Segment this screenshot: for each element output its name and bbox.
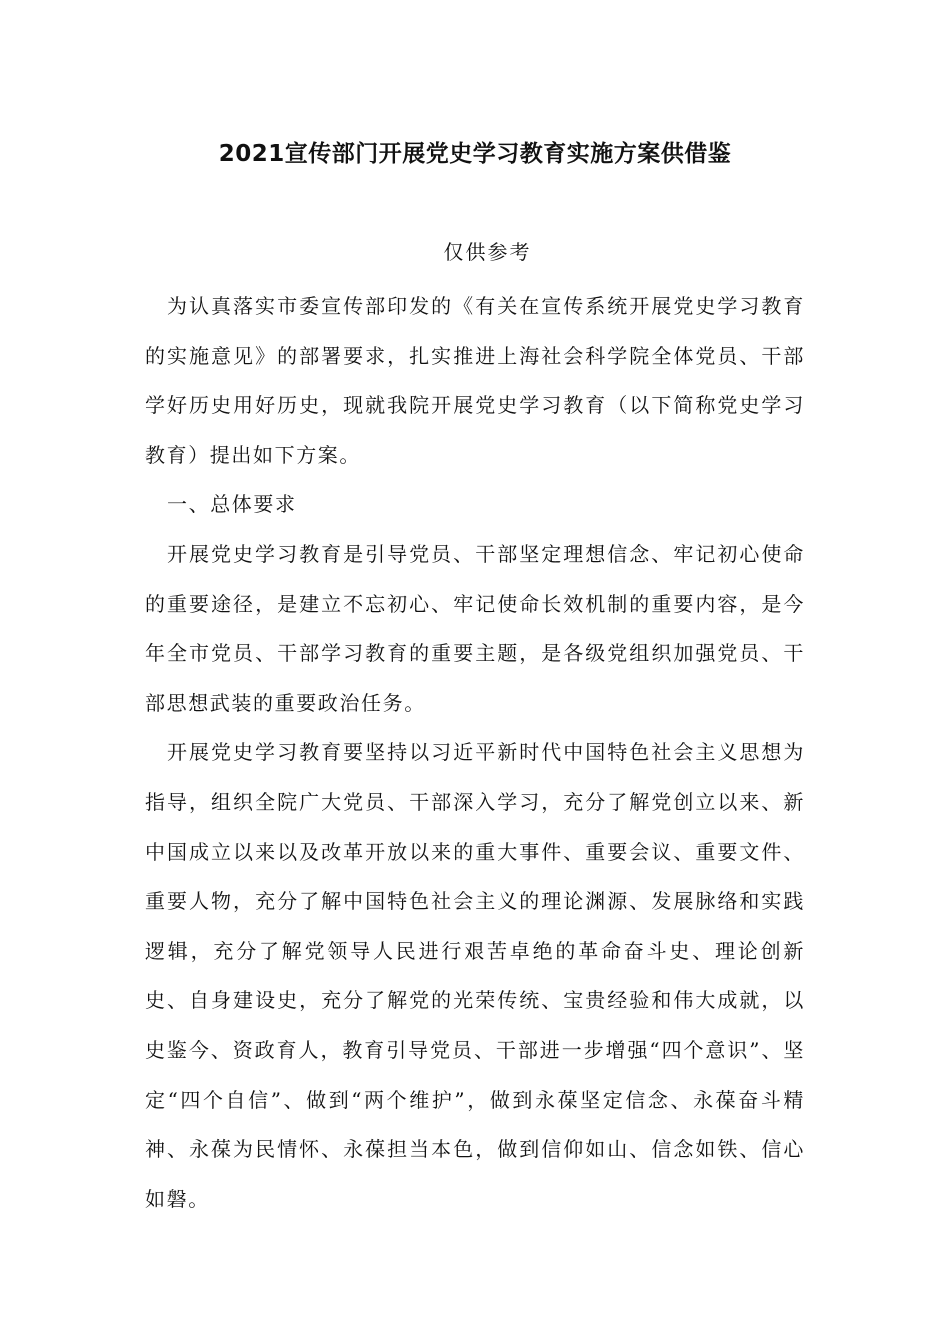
document-body bbox=[145, 282, 805, 1224]
paragraph-guiding-principles: 开展党史学习教育要坚持以习近平新时代中国特色社会主义思想为指导，组织全院广大党员、干部深入学习，充分了解党创立以来、新中国成立以来以及改革开放以来的重大事件、重要会议、重要文件、重要人物，充分了解中国特色社会主义的理论渊源、发展脉络和实践逻辑，充分了解党领导人民进行艰苦卓绝的革命奋斗史、理论创新史、自身建设史，充分了解党的光荣传统、宝贵经验和伟大成就，以史鉴今、资政育人，教育引导党员、干部进一步增强“四个意识”、坚定“四个自信”、做到“两个维护”，做到永葆坚定信念、永葆奋斗精神、永葆为民情怀、永葆担当本色，做到信仰如山、信念如铁、信心如磐。 bbox=[145, 740, 805, 1211]
paragraph-significance: 开展党史学习教育是引导党员、干部坚定理想信念、牢记初心使命的重要途径，是建立不忘初心、牢记使命长效机制的重要内容，是今年全市党员、干部学习教育的重要主题，是各级党组织加强党员、干部思想武装的重要政治任务。 bbox=[145, 541, 805, 715]
paragraph-intro: 为认真落实市委宣传部印发的《有关在宣传系统开展党史学习教育的实施意见》的部署要求，扎实推进上海社会科学院全体党员、干部学好历史用好历史，现就我院开展党史学习教育（以下简称党史学习教育）提出如下方案。 bbox=[145, 294, 805, 467]
document-title: 2021宣传部门开展党史学习教育实施方案供借鉴 bbox=[218, 141, 732, 167]
reference-note: 仅供参考 bbox=[443, 240, 532, 264]
section-heading-general-requirements: 一、总体要求 bbox=[167, 492, 297, 517]
